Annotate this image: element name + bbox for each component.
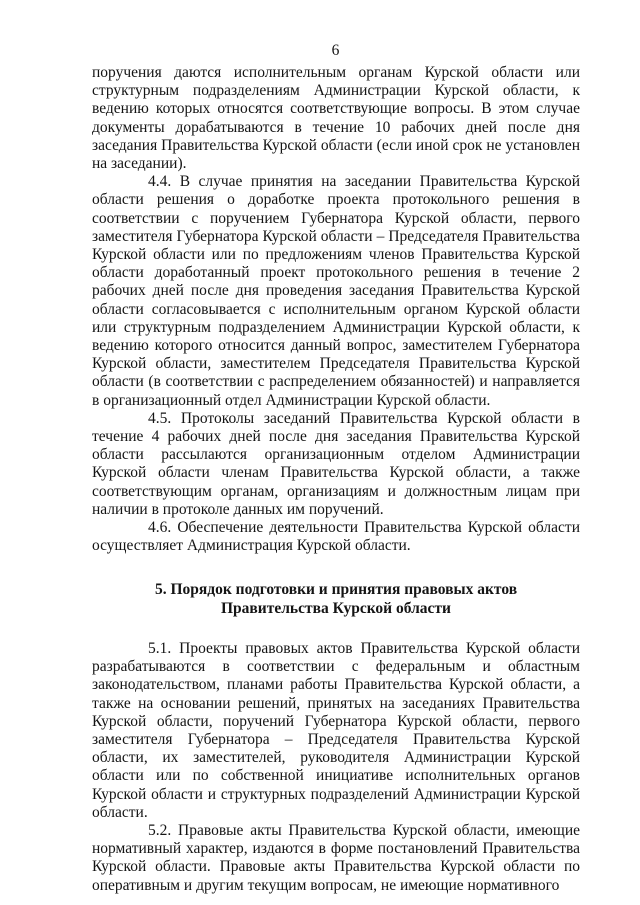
paragraph-4-6: 4.6. Обеспечение деятельности Правительства Курской области осуществляет Администрация Курской области. (92, 519, 580, 555)
document-body (92, 64, 580, 895)
paragraph-4-3-continuation: поручения даются исполнительным органам Курской области или структурным подразделениям Администрации Курской области, к ведению которых относятся соответствующие вопросы. В этом случае документы дорабатываются в течение 10 рабочих дней после дня заседания Правительства Курской области (если иной срок не установлен на заседании). (92, 64, 580, 173)
paragraph-4-4: 4.4. В случае принятия на заседании Правительства Курской области решения о доработке проекта протокольного решения в соответствии с поручением Губернатора Курской области, первого заместителя Губернатора Курской области – Председателя Правительства Курской области или по предложениям членов Правительства Курской области доработанный проект протокольного решения в течение 2 рабочих дней после дня проведения заседания Правительства Курской области согласовывается с исполнительным органом Курской области или структурным подразделением Администрации Курской области, к ведению которого относится данный вопрос, заместителем Губернатора Курской области, заместителем Председателя Правительства Курской области (в соответствии с распределением обязанностей) и направляется в организационный отдел Администрации Курской области. (92, 173, 580, 409)
paragraph-4-5: 4.5. Протоколы заседаний Правительства Курской области в течение 4 рабочих дней после дня заседания Правительства Курской области рассылаются организационным отделом Администрации Курской области членам Правительства Курской области, а также соответствующим органам, организациям и должностным лицам при наличии в протоколе данных им поручений. (92, 409, 580, 518)
section-spacer (92, 555, 580, 581)
section-spacer (92, 618, 580, 640)
paragraph-5-2: 5.2. Правовые акты Правительства Курской области, имеющие нормативный характер, издаются в форме постановлений Правительства Курской области. Правовые акты Правительства Курской области по оперативным и другим текущим вопросам, не имеющие нормативного (92, 821, 580, 894)
section-5-title-line-2: Правительства Курской области (221, 599, 451, 617)
section-5-heading (92, 581, 580, 617)
page-number: 6 (331, 42, 340, 59)
paragraph-5-1: 5.1. Проекты правовых актов Правительства Курской области разрабатываются в соответствии с федеральным и областным законодательством, планами работы Правительства Курской области, а также на основании решений, принятых на заседаниях Правительства Курской области, поручений Губернатора Курской области, первого заместителя Губернатора – Председателя Правительства Курской области, их заместителей, руководителя Администрации Курской области или по собственной инициативе исполнительных органов Курской области и структурных подразделений Администрации Курской области. (92, 639, 580, 821)
section-5-title-line-1: 5. Порядок подготовки и принятия правовых актов (154, 581, 518, 599)
